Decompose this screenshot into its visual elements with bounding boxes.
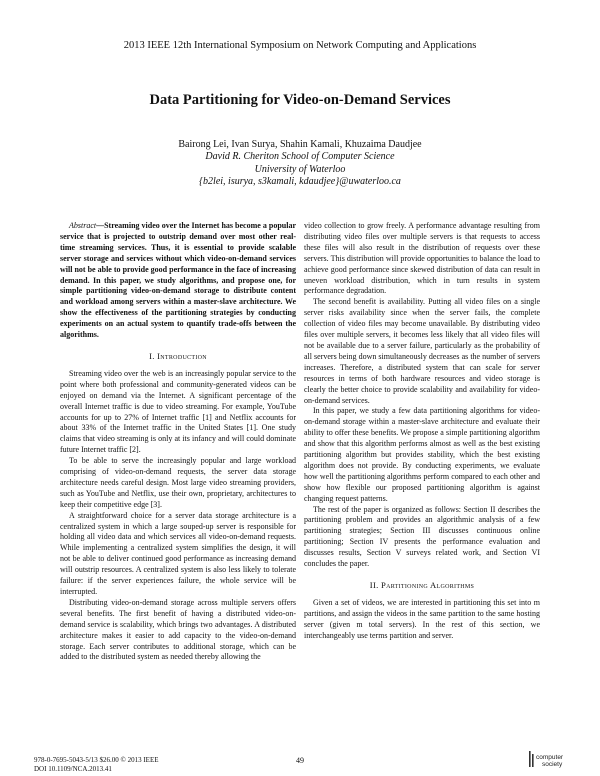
body-paragraph: Given a set of videos, we are interested in partitioning this set into m partitions, and assign the videos in the same partition to the same hosting server (given m total servers). In the rest of this section, we interchangeably use terms partition and server. (304, 597, 540, 640)
body-paragraph: The second benefit is availability. Putting all video files on a single server risks availability since when the server fails, the complete collection of video files may become unavailable. By distributing video files over multiple servers, it becomes less likely that all video files will not be available due to a server failure, particularly as the probability of all servers being down simultaneously decreases as the number of servers increases. Therefore, a distributed system that can scale for server resources in terms of both hardware resources and video storage is clearly the better choice to provide scalability and availability for video-on-demand services. (304, 297, 540, 405)
body-paragraph: video collection to grow freely. A performance advantage resulting from distributing video files over multiple servers is that requests to access these files will also result in the distribution of requests over these servers. This distribution will provide opportunities to balance the load to achieve good performance since skewed distribution of data can result in uneven workload distribution, which in turn results in system performance degradation. (304, 221, 540, 296)
intro-paragraph: Streaming video over the web is an increasingly popular service to the point where both professional and community-generated videos can be enjoyed on demand via the Internet. A significant percentage of the overall Internet traffic is due to video streaming. For example, YouTube accounts for up to 27% of Internet traffic [1] and Netflix accounts for about 33% of the Internet traffic in the United States [1]. One study claims that video streaming is only at its infancy and will could dominate future Internet traffic [2]. (60, 368, 296, 455)
abstract-lead: Abstract (69, 221, 97, 230)
computer-society-logo (528, 749, 572, 773)
conference-header: 2013 IEEE 12th International Symposium on Network Computing and Applications (123, 40, 477, 51)
left-column (60, 221, 296, 663)
footer-doi: DOI 10.1109/NCA.2013.41 (34, 765, 112, 773)
logo-mark-icon (528, 751, 536, 769)
body-paragraph: In this paper, we study a few data partitioning algorithms for video-on-demand storage within a master-slave architecture and evaluate their ability to offer these benefits. We propose a simple partitioning algorithm and show that this algorithm performs almost as well as the best existing partitioning algorithm but provides stability, which the best existing algorithm does not provide. By conducting experiments, we evaluate how well the partitioning algorithms perform compared to each other and show how flexible our proposed partitioning algorithm is against changing request patterns. (304, 406, 540, 503)
author-emails: {b2lei, isurya, s3kamali, kdaudjee}@uwaterloo.ca (199, 176, 401, 188)
abstract-text: —Streaming video over the Internet has become a popular service that is projected to outstrip demand over most other real-time streaming services. Thus, it is essential to provide scalable server storage and services without which video-on-demand services will not be able to provide good performance in the face of increasing demand. In this paper, we study algorithms, and propose one, for simple partitioning video-on-demand storage to distribute content and workload among servers within a master-slave architecture. We show the effectiveness of the partitioning strategies by conducting experiments on an actual system to quantify trade-offs between the algorithms. (60, 221, 296, 340)
author-names: Bairong Lei, Ivan Surya, Shahin Kamali, Khuzaima Daudjee (178, 139, 422, 150)
paper-title: Data Partitioning for Video-on-Demand Services (149, 92, 451, 108)
page-number: 49 (296, 756, 304, 765)
section-heading-introduction: I. Introduction (149, 350, 207, 361)
footer-isbn: 978-0-7695-5043-5/13 $26.00 © 2013 IEEE (34, 756, 159, 764)
intro-paragraph: Distributing video-on-demand storage across multiple servers offers several benefits. The first benefit of having a distributed video-on-demand service is scalability, which brings two advantages. A distributed architecture makes it easier to add capacity to the video-on-demand storage. Each server contributes to additional storage, which can be added to the distributed system as needed thereby allowing the (60, 597, 296, 662)
right-column (304, 221, 540, 642)
section-heading-partitioning: II. Partitioning Algorithms (369, 580, 475, 590)
intro-paragraph: To be able to serve the increasingly popular and large workload comprising of video-on-demand requests, the server data storage architecture needs careful design. Most large video streaming providers, such as YouTube and Netflix, use their own, proprietary, architectures to keep their competitive edge [3]. (60, 456, 296, 509)
logo-text-computer: computer (536, 754, 564, 761)
author-university: University of Waterloo (254, 163, 346, 175)
author-block (0, 139, 600, 189)
intro-paragraph: A straightforward choice for a server data storage architecture is a centralized system in which a large souped-up server is responsible for holding all video data and which services all video-on-demand requests. While implementing a centralized system simplifies the design, it will not be able to deliver continued good performance as increasing demand will outstrip resources. A centralized system is also less likely to tolerate failure: if the server experiences failure, the whole service will be interrupted. (60, 510, 296, 596)
author-school: David R. Cheriton School of Computer Science (205, 151, 395, 163)
logo-text-society: society (542, 761, 563, 768)
abstract (60, 221, 296, 341)
body-paragraph: The rest of the paper is organized as follows: Section II describes the partitioning problem and provides an algorithmic analysis of a few partitioning strategies; Section III discusses continuous online partitioning; Section IV presents the performance evaluation and discusses results, Section V surveys related work, and Section VI concludes the paper. (304, 504, 540, 569)
